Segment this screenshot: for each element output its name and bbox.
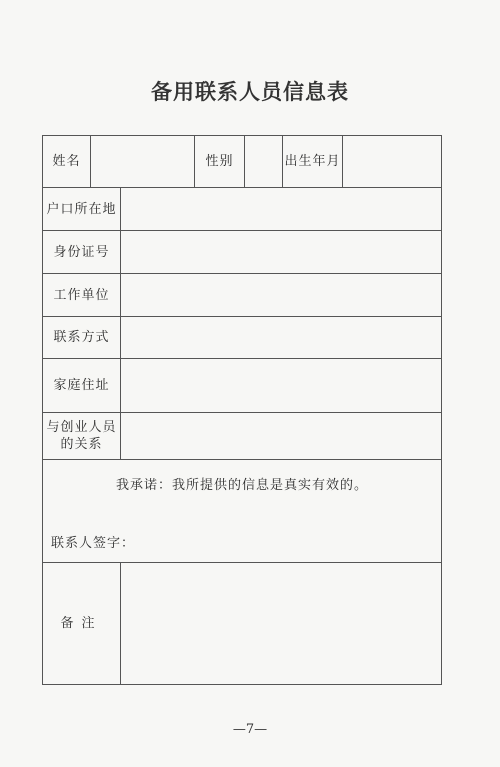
birth-date-field[interactable] bbox=[343, 136, 442, 188]
contact-info-form bbox=[42, 135, 442, 685]
page-number: —7— bbox=[232, 722, 268, 737]
home-address-label: 家庭住址 bbox=[43, 359, 121, 413]
form-row-hukou bbox=[43, 188, 442, 231]
contact-method-field[interactable] bbox=[121, 317, 442, 359]
form-row-pledge bbox=[43, 460, 442, 563]
relationship-field[interactable] bbox=[121, 413, 442, 460]
employer-label: 工作单位 bbox=[43, 274, 121, 317]
home-address-field[interactable] bbox=[121, 359, 442, 413]
pledge-section bbox=[43, 460, 442, 563]
remarks-field[interactable] bbox=[121, 563, 442, 685]
birth-date-label: 出生年月 bbox=[283, 136, 343, 188]
name-label: 姓名 bbox=[43, 136, 91, 188]
form-row-relation bbox=[43, 413, 442, 460]
form-row-remarks bbox=[43, 563, 442, 685]
pledge-statement: 我承诺：我所提供的信息是真实有效的。 bbox=[115, 478, 368, 493]
hukou-field[interactable] bbox=[121, 188, 442, 231]
form-row-id bbox=[43, 231, 442, 274]
form-row-address bbox=[43, 359, 442, 413]
employer-field[interactable] bbox=[121, 274, 442, 317]
form-row-basic bbox=[43, 136, 442, 188]
form-row-contact bbox=[43, 317, 442, 359]
contact-method-label: 联系方式 bbox=[43, 317, 121, 359]
remarks-label: 备注 bbox=[43, 563, 121, 685]
gender-label: 性别 bbox=[195, 136, 245, 188]
name-field[interactable] bbox=[91, 136, 195, 188]
gender-field[interactable] bbox=[245, 136, 283, 188]
signature-label: 联系人签字： bbox=[51, 536, 136, 551]
relationship-label: 与创业人员的关系 bbox=[43, 413, 121, 460]
id-number-label: 身份证号 bbox=[43, 231, 121, 274]
id-number-field[interactable] bbox=[121, 231, 442, 274]
page-title: 备用联系人员信息表 bbox=[151, 79, 349, 104]
form-row-employer bbox=[43, 274, 442, 317]
hukou-label: 户口所在地 bbox=[43, 188, 121, 231]
